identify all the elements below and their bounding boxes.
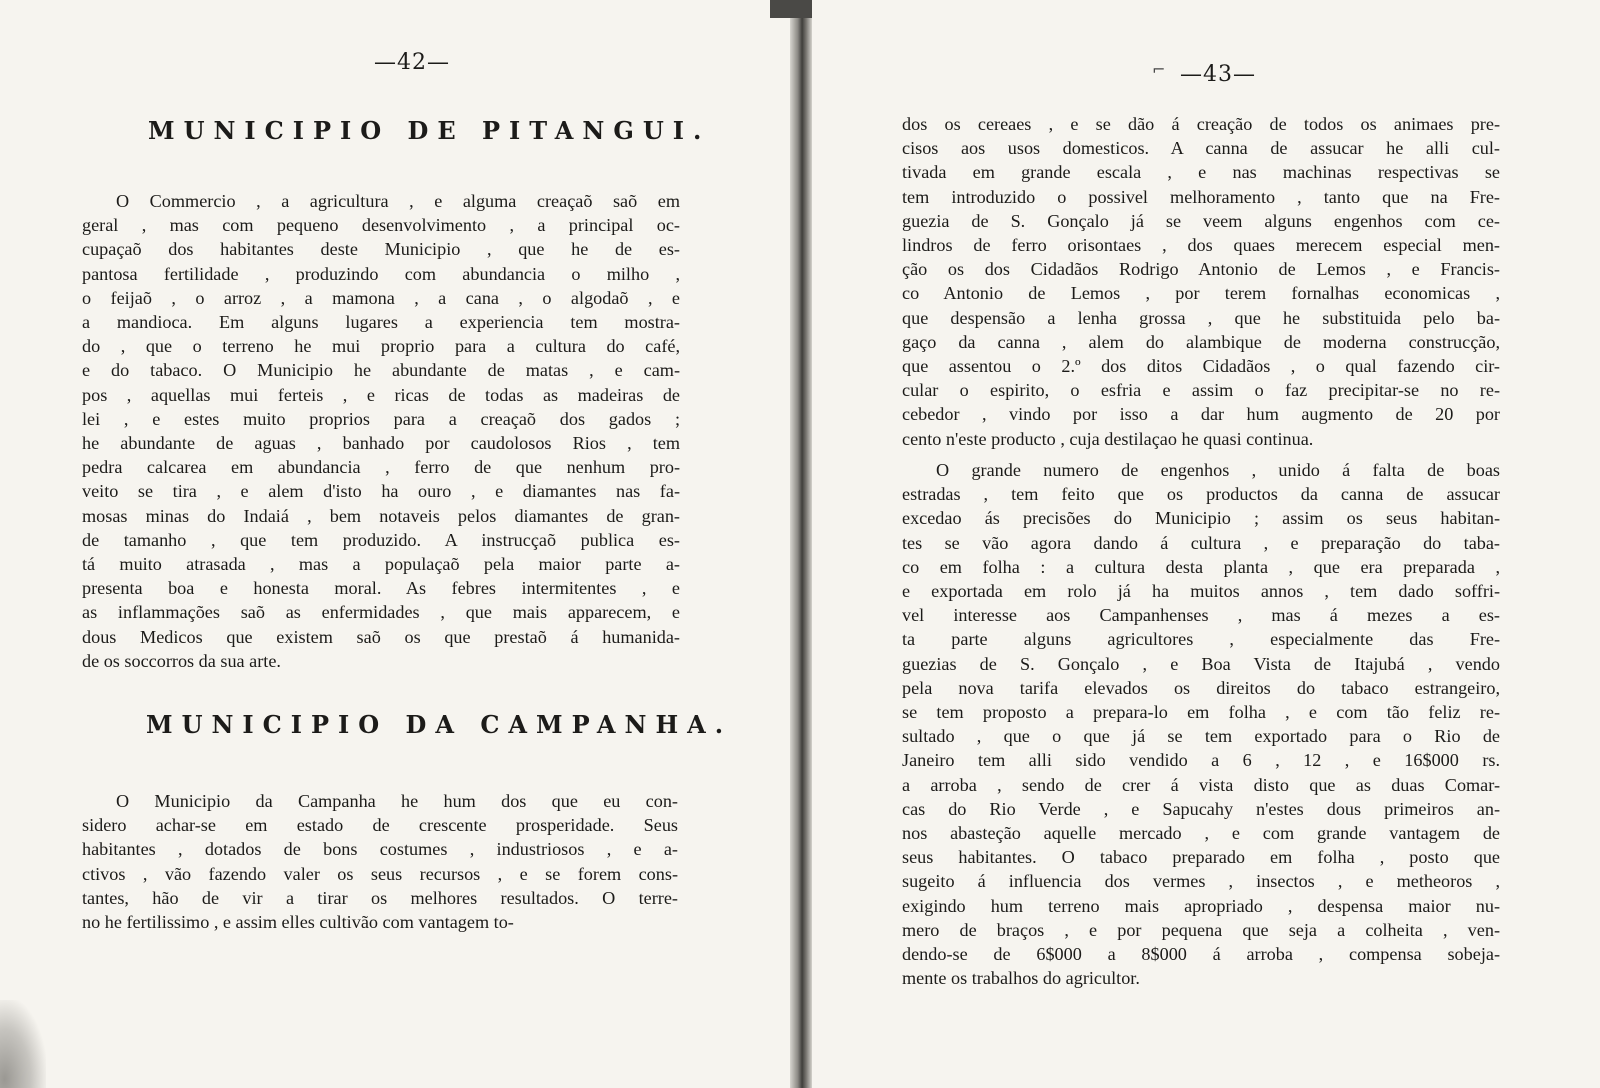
text-line: guezias de S. Gonçalo , e Boa Vista de Itajubá , vendo xyxy=(902,653,1500,674)
left-page-number: —42— xyxy=(374,50,450,75)
text-line: ta parte alguns agricultores , especialmente das Fre- xyxy=(902,629,1500,650)
text-line: gaço da canna , alem do alambique de moderna construcção, xyxy=(902,331,1500,352)
text-line: O Municipio da Campanha he hum dos que eu con- xyxy=(116,791,678,811)
text-block-campanha xyxy=(82,789,678,934)
text-block-pitangui xyxy=(82,189,680,673)
text-line: mente os trabalhos do agricultor. xyxy=(902,968,1140,989)
text-line: a arroba , sendo de crer á vista disto que as duas Comar- xyxy=(902,774,1500,795)
text-line: que assentou o 2.º dos ditos Cidadãos , o qual fazendo cir- xyxy=(902,356,1500,377)
text-line: de os soccorros da sua arte. xyxy=(82,650,281,671)
text-line: o feijaõ , o arroz , a mamona , a cana , o algodaõ , e xyxy=(82,287,680,308)
text-line: tem introduzido o possivel melhoramento , tanto que na Fre- xyxy=(902,186,1500,207)
text-line: pedra calcarea em abundancia , ferro de que nenhum pro- xyxy=(82,457,680,478)
text-line: tá muito atrasada , mas a populaçaõ pela maior parte a- xyxy=(82,554,680,575)
text-line: sugeito á influencia dos vermes , insectos , e metheoros , xyxy=(902,871,1500,892)
text-line: nos abasteção aquelle mercado , e com grande vantagem de xyxy=(902,823,1500,844)
text-line: O grande numero de engenhos , unido á falta de boas xyxy=(936,460,1500,480)
heading-municipio-pitangui: MUNICIPIO DE PITANGUI. xyxy=(148,116,711,145)
text-line: se tem proposto a prepara-lo em folha , e com tão feliz re- xyxy=(902,702,1500,723)
text-line: de tamanho , que tem produzido. A instrucçaõ publica es- xyxy=(82,529,680,550)
right-page xyxy=(812,0,1600,1088)
text-line: ção os dos Cidadãos Rodrigo Antonio de Lemos , e Francis- xyxy=(902,259,1500,280)
text-line: as inflammações saõ as enfermidades , que mais apparecem, e xyxy=(82,602,680,623)
margin-mark: ⌐ xyxy=(1152,60,1166,79)
text-line: cebedor , vindo por isso a dar hum augmento de 20 por xyxy=(902,404,1500,425)
text-line: mero de braços , e por pequena que seja a colheita , ven- xyxy=(902,919,1500,940)
page-stain xyxy=(0,1000,46,1088)
text-line: tivada em grande escala , e nas machinas respectivas se xyxy=(902,162,1500,183)
book-gutter xyxy=(790,0,812,1088)
text-line: guezia de S. Gonçalo já se veem alguns engenhos com ce- xyxy=(902,210,1500,231)
text-line: excedao ás precisões do Municipio ; assim os seus habitan- xyxy=(902,508,1500,529)
text-block-right-paragraph-1 xyxy=(902,112,1500,451)
text-line: geral , mas com pequeno desenvolvimento , a principal oc- xyxy=(82,215,680,236)
text-line: co em folha : a cultura desta planta , que era preparada , xyxy=(902,556,1500,577)
text-line: pos , aquellas mui ferteis , e ricas de todas as madeiras de xyxy=(82,384,680,405)
text-line: a mandioca. Em alguns lugares a experiencia tem mostra- xyxy=(82,312,680,333)
text-line: dous Medicos que existem saõ os que prestaõ á humanida- xyxy=(82,626,680,647)
text-line: Janeiro tem alli sido vendido a 6 , 12 , e 16$000 rs. xyxy=(902,750,1500,771)
text-line: veito se tira , e alem d'isto ha ouro , e diamantes nas fa- xyxy=(82,481,680,502)
left-page xyxy=(0,0,790,1088)
text-line: sultado , que o que já se tem exportado para o Rio de xyxy=(902,726,1500,747)
text-line: pela nova tarifa elevados os direitos do tabaco estrangeiro, xyxy=(902,677,1500,698)
text-line: estradas , tem feito que os productos da canna de assucar xyxy=(902,484,1500,505)
text-line: do , que o terreno he mui proprio para a cultura do café, xyxy=(82,336,680,357)
text-line: dos os cereaes , e se dão á creação de todos os animaes pre- xyxy=(902,114,1500,134)
text-line: ctivos , vão fazendo valer os seus recursos , e se forem cons- xyxy=(82,863,678,884)
text-line: vel interesse aos Campanhenses , mas á mezes a es- xyxy=(902,605,1500,626)
text-line: cular o espirito, o esfria e assim o faz precipitar-se no re- xyxy=(902,380,1500,401)
text-line: dendo-se de 6$000 a 8$000 á arroba , compensa sobeja- xyxy=(902,944,1500,965)
text-line: que despensão a lenha grossa , que he substituida pelo ba- xyxy=(902,307,1500,328)
text-line: cento n'este producto , cuja destilaçao he quasi continua. xyxy=(902,428,1314,449)
text-line: cupaçaõ dos habitantes deste Municipio , que he de es- xyxy=(82,239,680,260)
text-line: habitantes , dotados de bons costumes , industriosos , e a- xyxy=(82,839,678,860)
text-line: co Antonio de Lemos , por terem fornalhas economicas , xyxy=(902,283,1500,304)
text-line: lindros de ferro orisontaes , dos quaes merecem especial men- xyxy=(902,235,1500,256)
text-line: lei , e estes muito proprios para a creaçaõ dos gados ; xyxy=(82,408,680,429)
right-page-number: —43— xyxy=(1180,62,1256,87)
text-line: sidero achar-se em estado de crescente prosperidade. Seus xyxy=(82,815,678,836)
text-line: mosas minas do Indaiá , bem notaveis pelos diamantes de gran- xyxy=(82,505,680,526)
heading-municipio-campanha: MUNICIPIO DA CAMPANHA. xyxy=(146,710,733,739)
text-line: e do tabaco. O Municipio he abundante de matas , e cam- xyxy=(82,360,680,381)
text-line: seus habitantes. O tabaco preparado em folha , posto que xyxy=(902,847,1500,868)
text-line: no he fertilissimo , e assim elles cultivão com vantagem to- xyxy=(82,912,514,933)
text-line: pantosa fertilidade , produzindo com abundancia o milho , xyxy=(82,263,680,284)
text-line: tantes, hão de vir a tirar os melhores resultados. O terre- xyxy=(82,887,678,908)
text-line: presenta boa e honesta moral. As febres intermitentes , e xyxy=(82,578,680,599)
text-line: he abundante de aguas , banhado por caudolosos Rios , tem xyxy=(82,433,680,454)
text-block-right-paragraph-2 xyxy=(902,458,1500,990)
text-line: exigindo hum terreno mais apropriado , despensa maior nu- xyxy=(902,895,1500,916)
text-line: cisos aos usos domesticos. A canna de assucar he alli cul- xyxy=(902,138,1500,159)
text-line: cas do Rio Verde , e Sapucahy n'estes dous primeiros an- xyxy=(902,798,1500,819)
text-line: tes se vão agora dando á cultura , e preparação do taba- xyxy=(902,532,1500,553)
text-line: O Commercio , a agricultura , e alguma creaçaõ saõ em xyxy=(116,191,680,211)
text-line: e exportada em rolo já ha muitos annos , tem dado soffri- xyxy=(902,581,1500,602)
